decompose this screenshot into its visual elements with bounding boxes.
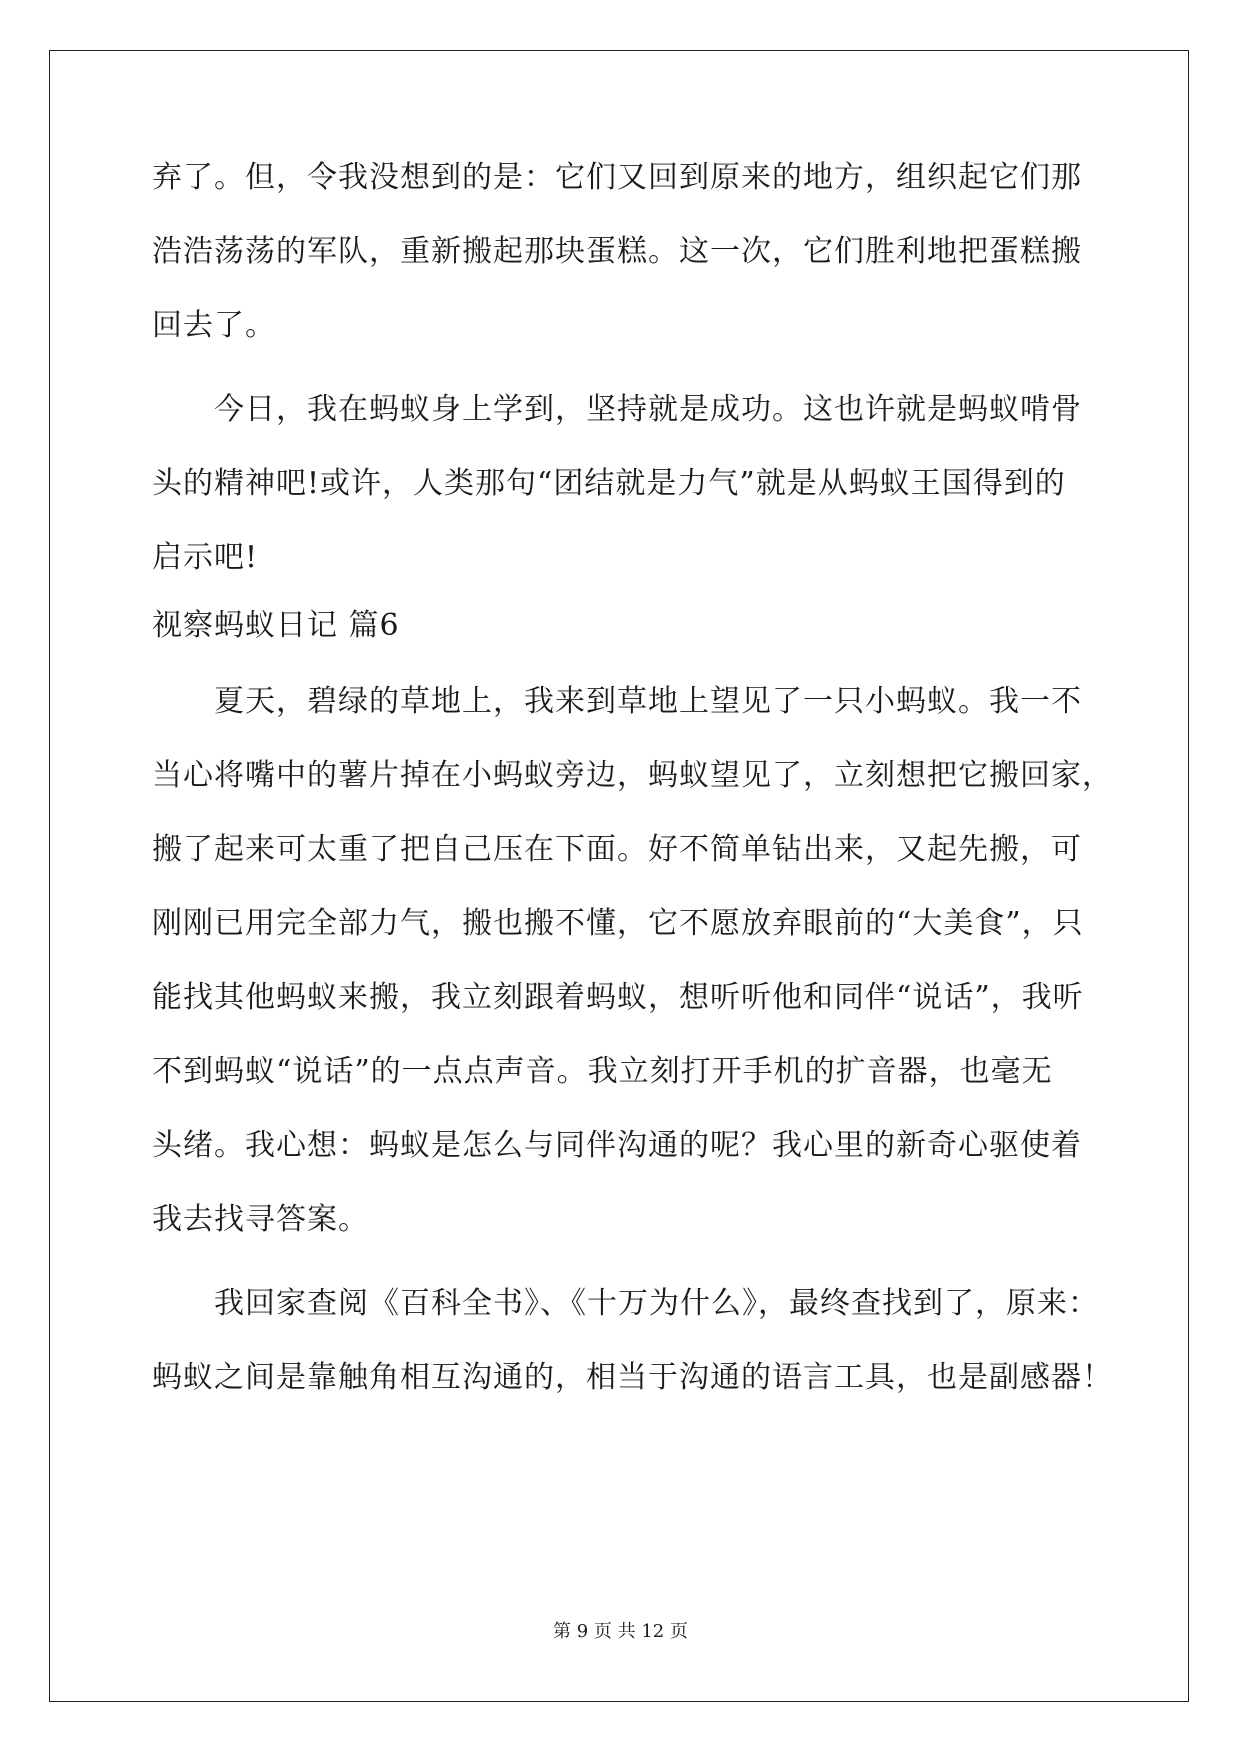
- text-line: 能找其他蚂蚁来搬，我立刻跟着蚂蚁，想听听他和同伴“说话”，我听: [152, 980, 1084, 1015]
- text-line: 我回家查阅《百科全书》、《十万为什么》，最终查找到了，原来：: [214, 1286, 1099, 1321]
- page-number: 第 9 页 共 12 页: [553, 1621, 688, 1642]
- text-line: 我去找寻答案。: [152, 1202, 369, 1237]
- text-line: 刚刚已用完全部力气，搬也搬不懂，它不愿放弃眼前的“大美食”，只: [152, 906, 1084, 941]
- text-line: 浩浩荡荡的军队，重新搬起那块蛋糕。这一次，它们胜利地把蛋糕搬: [152, 234, 1082, 269]
- section-heading: 视察蚂蚁日记 篇6: [152, 608, 400, 643]
- text-line: 头绪。我心想：蚂蚁是怎么与同伴沟通的呢？我心里的新奇心驱使着: [152, 1128, 1082, 1163]
- text-line: 当心将嘴中的薯片掉在小蚂蚁旁边，蚂蚁望见了，立刻想把它搬回家，: [152, 758, 1113, 793]
- text-line: 回去了。: [152, 308, 276, 343]
- text-line: 搬了起来可太重了把自己压在下面。好不简单钻出来，又起先搬，可: [152, 832, 1082, 867]
- text-line: 不到蚂蚁“说话”的一点点声音。我立刻打开手机的扩音器，也毫无: [152, 1054, 1053, 1089]
- text-line: 启示吧!: [152, 540, 259, 575]
- text-line: 头的精神吧!或许，人类那句“团结就是力气”就是从蚂蚁王国得到的: [152, 466, 1066, 501]
- text-line: 今日，我在蚂蚁身上学到，坚持就是成功。这也许就是蚂蚁啃骨: [214, 392, 1082, 427]
- text-line: 蚂蚁之间是靠触角相互沟通的，相当于沟通的语言工具，也是副感器！: [152, 1360, 1113, 1395]
- text-line: 弃了。但，令我没想到的是：它们又回到原来的地方，组织起它们那: [152, 160, 1082, 195]
- text-line: 夏天，碧绿的草地上，我来到草地上望见了一只小蚂蚁。我一不: [214, 684, 1082, 719]
- page-border: [49, 50, 1189, 1702]
